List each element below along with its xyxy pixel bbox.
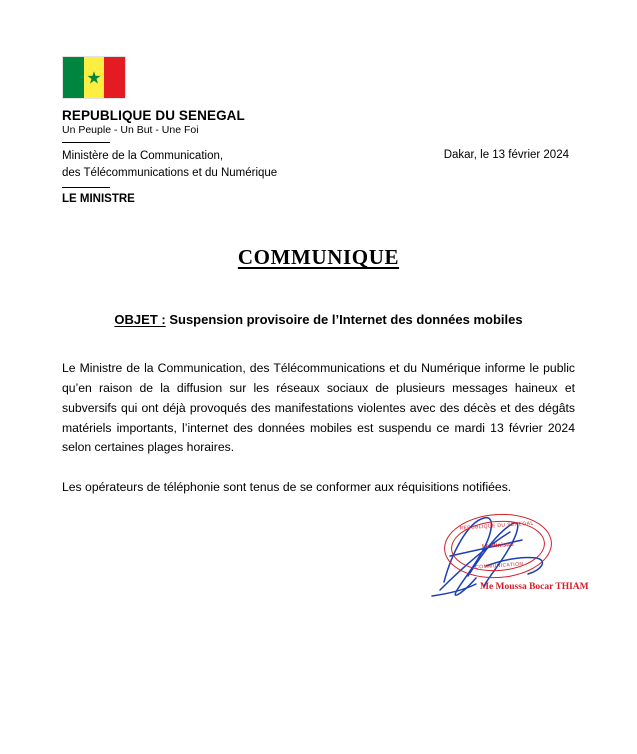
flag-band-green <box>63 57 84 98</box>
stamp-inner-ring <box>449 518 546 574</box>
signature-area <box>62 512 589 632</box>
stamp-bottom-text: COMMUNICATION <box>475 561 524 571</box>
republic-heading: REPUBLIQUE DU SENEGAL <box>62 108 245 123</box>
paragraph-1: Le Ministre de la Communication, des Télécommunications et du Numérique informe le public qu’en raison de la diffusion sur les réseaux sociaux de plusieurs messages haineux et subversifs qui ont déjà provoqués des manifestations violentes avec des décès et des dégâts matériels importants, l’internet des données mobiles est suspendu ce mardi 13 février 2024 selon certaines plages horaires. <box>62 361 575 455</box>
document-subject <box>62 312 575 327</box>
document-title: COMMUNIQUE <box>237 245 400 270</box>
flag-band-red <box>104 57 125 98</box>
subject-text: Suspension provisoire de l’Internet des données mobiles <box>165 312 523 328</box>
stamp-top-text: REPUBLIQUE DU SENEGAL <box>459 520 534 532</box>
minister-label: LE MINISTRE <box>62 193 135 206</box>
subject-label: OBJET : <box>114 312 166 328</box>
signer-name: Me Moussa Bocar THIAM <box>480 581 589 592</box>
divider-bottom <box>62 187 110 188</box>
divider-top <box>62 142 110 143</box>
ministry-line-1: Ministère de la Communication, <box>62 150 224 162</box>
stamp-mid-text: Le Ministre <box>481 541 514 550</box>
ministry-and-date-row <box>62 148 575 181</box>
flag-band-yellow <box>84 57 105 98</box>
senegal-flag-icon <box>62 56 126 99</box>
ministry-block <box>62 148 277 181</box>
flag-star-icon: ★ <box>86 68 102 87</box>
ministry-line-2: des Télécommunications et du Numérique <box>62 166 278 179</box>
place-and-date: Dakar, le 13 février 2024 <box>443 149 569 161</box>
paragraph-2: Les opérateurs de téléphonie sont tenus de se conformer aux réquisitions notifiées. <box>62 480 512 495</box>
national-motto: Un Peuple - Un But - Une Foi <box>62 124 199 136</box>
signature-block <box>372 512 602 622</box>
